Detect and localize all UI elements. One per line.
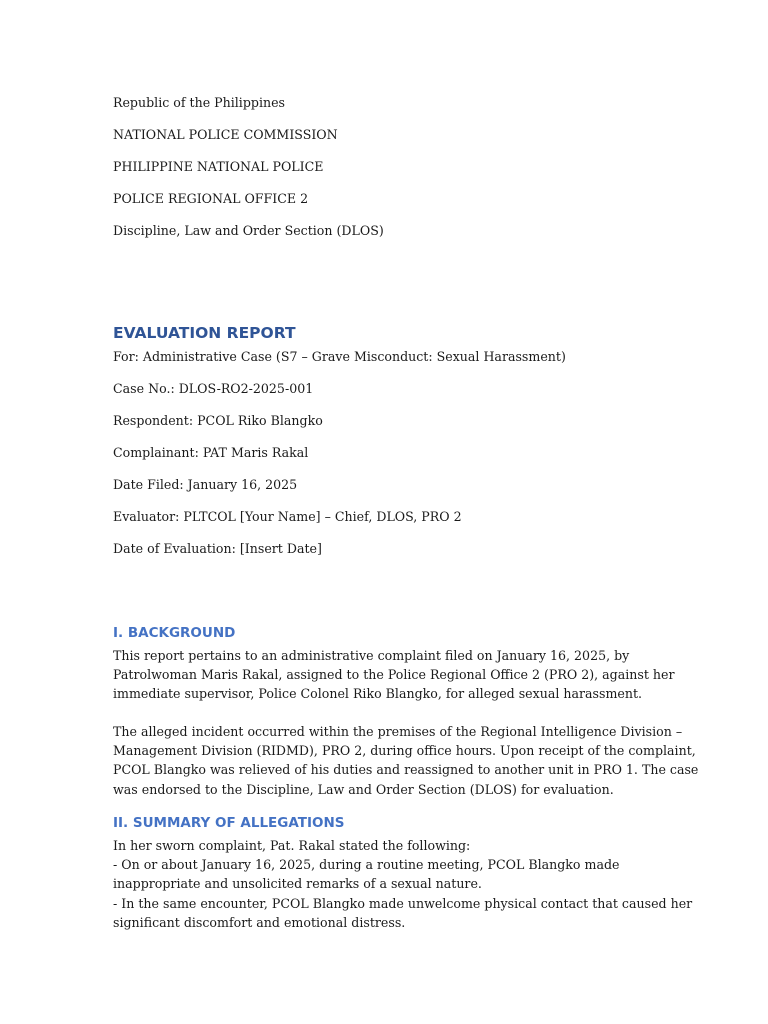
paragraph-line: PCOL Blangko was relieved of his duties and reassigned to another unit in PRO 1. The case [113, 762, 699, 778]
letterhead-police: PHILIPPINE NATIONAL POLICE [113, 159, 324, 174]
letterhead-section: Discipline, Law and Order Section (DLOS) [113, 223, 384, 238]
report-date-evaluation: Date of Evaluation: [Insert Date] [113, 541, 322, 556]
report-title: EVALUATION REPORT [113, 324, 296, 342]
allegations-heading: II. SUMMARY OF ALLEGATIONS [113, 815, 345, 831]
paragraph-line: This report pertains to an administrative complaint filed on January 16, 2025, by [113, 648, 630, 663]
paragraph-line: In her sworn complaint, Pat. Rakal stated the following: [113, 838, 471, 853]
paragraph-line: inappropriate and unsolicited remarks of a sexual nature. [113, 876, 482, 892]
paragraph-line: was endorsed to the Discipline, Law and Order Section (DLOS) for evaluation. [113, 781, 614, 797]
paragraph-line: significant discomfort and emotional distress. [113, 914, 406, 930]
report-for: For: Administrative Case (S7 – Grave Misconduct: Sexual Harassment) [113, 349, 566, 364]
letterhead-commission: NATIONAL POLICE COMMISSION [113, 127, 338, 142]
paragraph-line: - On or about January 16, 2025, during a routine meeting, PCOL Blangko made [113, 857, 620, 873]
report-evaluator: Evaluator: PLTCOL [Your Name] – Chief, DLOS, PRO 2 [113, 509, 462, 524]
paragraph-line: Management Division (RIDMD), PRO 2, during office hours. Upon receipt of the complaint, [113, 743, 696, 759]
background-heading: I. BACKGROUND [113, 625, 236, 641]
background-paragraph-1 [113, 646, 674, 704]
paragraph-line: - In the same encounter, PCOL Blangko made unwelcome physical contact that caused her [113, 895, 693, 911]
paragraph-line: Patrolwoman Maris Rakal, assigned to the Police Regional Office 2 (PRO 2), against her [113, 667, 675, 683]
paragraph-line: immediate supervisor, Police Colonel Riko Blangko, for alleged sexual harassment. [113, 686, 643, 702]
letterhead-republic: Republic of the Philippines [113, 95, 286, 110]
report-case-no: Case No.: DLOS-RO2-2025-001 [113, 381, 314, 396]
letterhead-office: POLICE REGIONAL OFFICE 2 [113, 191, 309, 206]
background-paragraph-2 [113, 722, 698, 799]
allegations-paragraph [113, 836, 692, 932]
paragraph-line: The alleged incident occurred within the premises of the Regional Intelligence Division – [113, 724, 683, 739]
report-respondent: Respondent: PCOL Riko Blangko [113, 413, 323, 428]
report-complainant: Complainant: PAT Maris Rakal [113, 445, 309, 460]
report-date-filed: Date Filed: January 16, 2025 [113, 477, 298, 492]
